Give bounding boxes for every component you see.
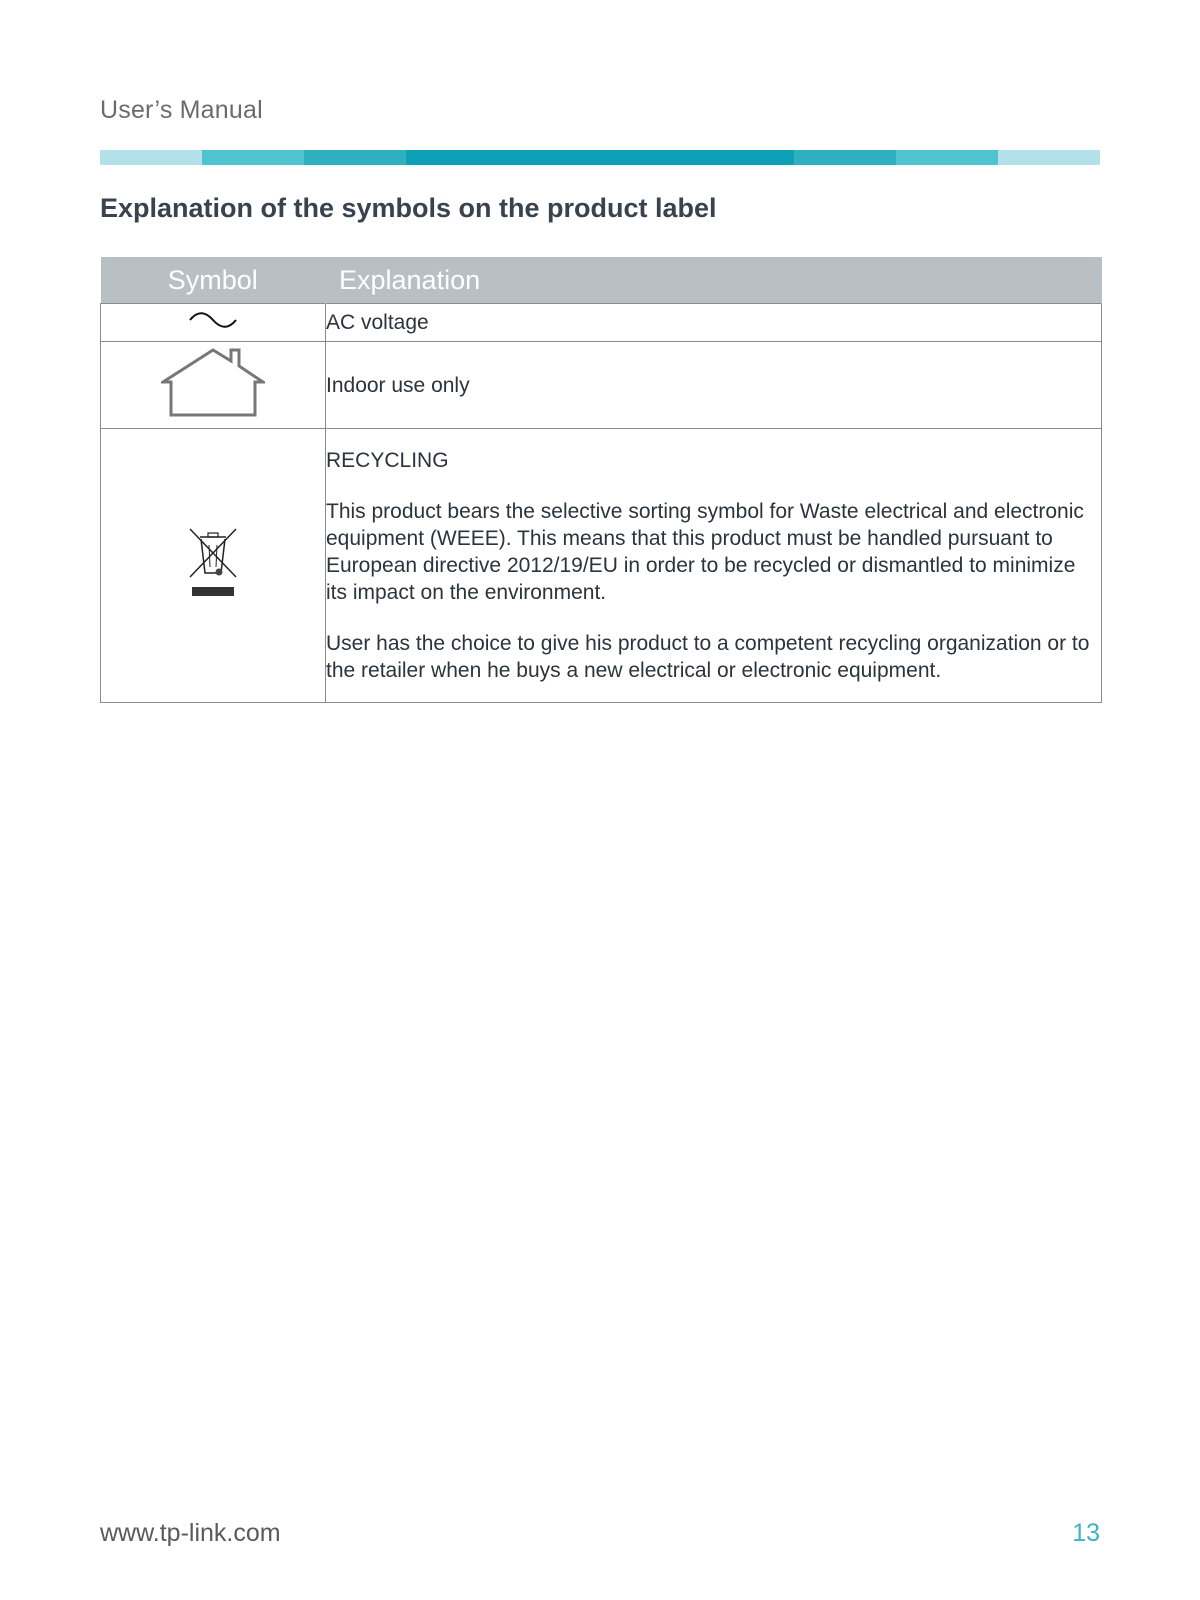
color-bar-segment bbox=[406, 150, 794, 165]
header-color-bar bbox=[100, 150, 1100, 165]
section-heading: Explanation of the symbols on the product label bbox=[100, 193, 717, 223]
explanation-cell bbox=[326, 429, 1102, 703]
color-bar-segment bbox=[794, 150, 896, 165]
symbols-table bbox=[100, 257, 1102, 703]
symbol-cell bbox=[101, 429, 326, 703]
column-header-symbol: Symbol bbox=[101, 257, 326, 304]
symbol-cell bbox=[101, 342, 326, 429]
explanation-cell: Indoor use only bbox=[326, 342, 1102, 429]
column-header-explanation: Explanation bbox=[326, 257, 1102, 304]
explanation-cell: AC voltage bbox=[326, 304, 1102, 342]
table-row bbox=[101, 429, 1102, 703]
recycling-paragraph: User has the choice to give his product to a competent recycling organization or to the retailer when he buys a new electrical or electronic equipment. bbox=[326, 632, 1090, 682]
document-header-title: User’s Manual bbox=[100, 96, 263, 124]
table-row bbox=[101, 342, 1102, 429]
color-bar-segment bbox=[304, 150, 406, 165]
symbol-cell bbox=[101, 304, 326, 342]
table-row bbox=[101, 304, 1102, 342]
recycling-title: RECYCLING bbox=[326, 449, 449, 472]
weee-crossed-bin-icon bbox=[186, 527, 240, 599]
ac-voltage-icon bbox=[188, 310, 238, 330]
color-bar-segment bbox=[100, 150, 202, 165]
footer-website-url: www.tp-link.com bbox=[100, 1519, 281, 1547]
color-bar-segment bbox=[202, 150, 304, 165]
footer-page-number: 13 bbox=[1072, 1519, 1100, 1547]
indoor-house-icon bbox=[161, 348, 265, 418]
color-bar-segment bbox=[896, 150, 998, 165]
recycling-paragraph: This product bears the selective sorting symbol for Waste electrical and electronic equipment (WEEE). This means that this product must be handled pursuant to European directive 2012/19/EU in order to be recycled or dismantled to minimize its impact on the environment. bbox=[326, 500, 1084, 604]
table-header-row bbox=[101, 257, 1102, 304]
color-bar-segment bbox=[998, 150, 1100, 165]
